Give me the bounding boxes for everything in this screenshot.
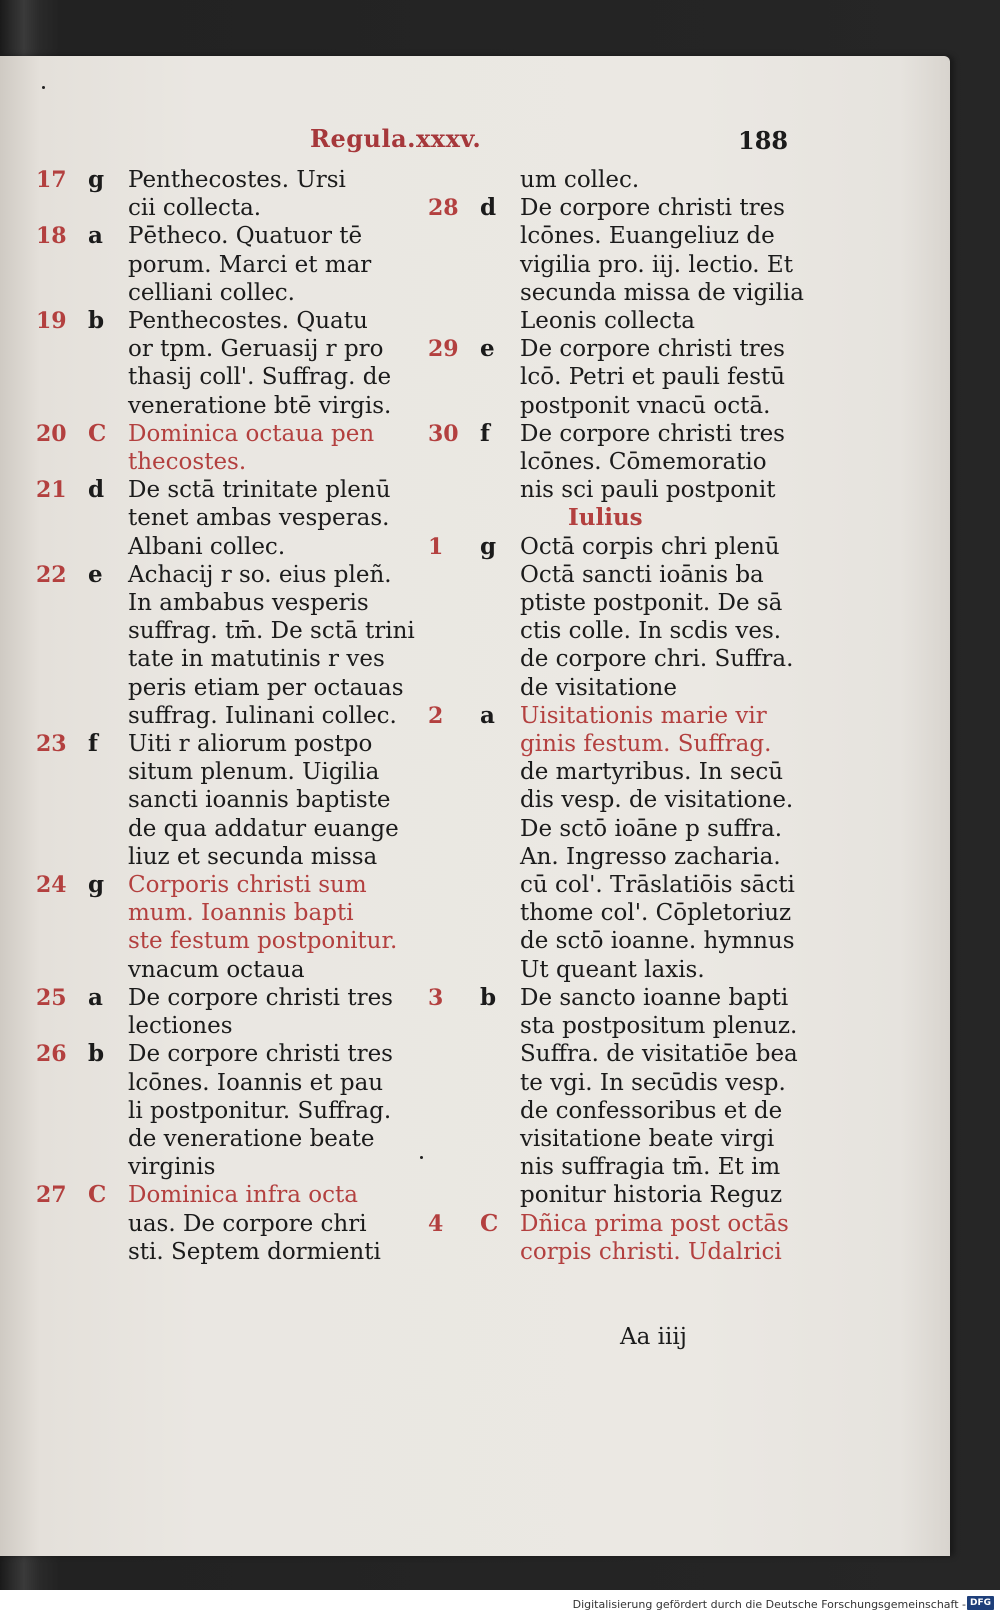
text-line: tate in matutinis r ves <box>128 646 385 673</box>
right-column <box>428 166 804 1266</box>
text-line: In ambabus vesperis <box>128 590 369 617</box>
text-line: Penthecostes. Ursi <box>128 167 346 193</box>
text-line: lcō. Petri et pauli festū <box>520 364 786 391</box>
text-line: De corpore christi tres <box>520 195 785 222</box>
day-number: 21 <box>36 477 67 504</box>
calendar-entry <box>36 222 406 307</box>
text-line: de confessoribus et de <box>520 1097 783 1124</box>
text-line: peris etiam per octauas <box>128 674 404 701</box>
footer-credit: Digitalisierung gefördert durch die Deutsche Forschungsgemeinschaft - <box>572 1598 966 1611</box>
dominical-letter: d <box>480 194 497 222</box>
text-line: veneratione btē virgis. <box>128 392 392 419</box>
day-number: 28 <box>428 195 459 222</box>
calendar-entry <box>36 984 406 1040</box>
running-head: Regula.xxxv. <box>310 124 482 153</box>
text-line: vnacum octaua <box>128 956 305 983</box>
text-line: thecostes. <box>128 449 247 476</box>
text-line: or tpm. Geruasij r pro <box>128 336 384 363</box>
dominical-letter: a <box>88 222 103 250</box>
dominical-letter: f <box>480 419 490 447</box>
text-line: suffrag. tm̄. De sctā trini <box>128 618 415 645</box>
text-line: uas. De corpore chri <box>128 1210 367 1237</box>
day-number: 22 <box>36 561 67 588</box>
text-line: sti. Septem dormienti <box>128 1238 381 1265</box>
left-column <box>36 166 415 1266</box>
calendar-entry <box>36 1040 406 1181</box>
text-line: De corpore christi tres <box>520 420 785 447</box>
text-line: lcōnes. Cōmemoratio <box>520 449 767 476</box>
calendar-entry <box>428 335 788 420</box>
calendar-entry <box>36 560 415 730</box>
text-line: tenet ambas vesperas. <box>128 505 390 532</box>
text-line: corpis christi. Udalrici <box>520 1238 782 1265</box>
calendar-entry <box>428 1210 788 1266</box>
text-line: Suffra. de visitatiōe bea <box>520 1041 798 1068</box>
text-line: Achacij r so. eius pleñ. <box>128 561 392 588</box>
text-line: Albani collec. <box>128 533 286 560</box>
calendar-entry <box>36 420 406 476</box>
text-line: sta postpositum plenuz. <box>520 1013 798 1040</box>
text-line: Penthecostes. Quatu <box>128 308 368 335</box>
calendar-entry <box>36 166 406 222</box>
signature-mark: Aa iiij <box>620 1324 687 1350</box>
text-line: virginis <box>128 1154 216 1181</box>
margin-speck <box>420 1156 423 1159</box>
text-line: suffrag. Iulinani collec. <box>128 702 397 729</box>
text-line: Leonis collecta <box>520 308 695 335</box>
text-line: sancti ioannis baptiste <box>128 787 391 814</box>
dominical-letter: e <box>480 335 495 363</box>
calendar-entry <box>36 871 406 984</box>
dominical-letter: g <box>480 532 497 560</box>
text-line: de corpore chri. Suffra. <box>520 646 794 673</box>
text-line: De corpore christi tres <box>520 336 785 363</box>
dominical-letter: g <box>88 166 105 193</box>
footer-bar <box>0 1590 1000 1620</box>
calendar-entry <box>428 532 794 702</box>
day-number: 2 <box>428 702 444 729</box>
text-line: cii collecta. <box>128 195 262 222</box>
text-line: Uisitationis marie vir <box>520 702 767 729</box>
text-line: Octā corpis chri plenū <box>520 533 780 560</box>
text-line: lectiones <box>128 1013 233 1040</box>
text-line: de martyribus. In secū <box>520 759 784 786</box>
text-line: thasij coll'. Suffrag. de <box>128 364 392 391</box>
calendar-entry <box>428 194 804 335</box>
text-line: lcōnes. Euangeliuz de <box>520 223 775 250</box>
text-line: De corpore christi tres <box>128 1041 393 1068</box>
text-line: Corporis christi sum <box>128 872 367 899</box>
text-line: De sctā trinitate plenū <box>128 477 391 504</box>
day-number: 3 <box>428 984 444 1011</box>
dominical-letter: f <box>88 730 98 758</box>
dominical-letter: g <box>88 871 105 899</box>
dominical-letter: a <box>480 701 495 729</box>
text-line: ponitur historia Reguz <box>520 1182 783 1209</box>
text-line: thome col'. Cōpletoriuz <box>520 900 792 927</box>
day-number: 25 <box>36 984 67 1011</box>
dominical-letter: d <box>88 476 105 504</box>
text-line: Pētheco. Quatuor tē <box>128 223 363 250</box>
book-page <box>0 56 950 1556</box>
text-line: De sctō ioāne p suffra. <box>520 815 783 842</box>
text-line: cū col'. Trāslatiōis sācti <box>520 872 795 899</box>
text-line: secunda missa de vigilia <box>520 279 804 306</box>
text-line: situm plenum. Uigilia <box>128 759 380 786</box>
calendar-entry <box>36 1181 406 1266</box>
calendar-entry <box>36 476 406 561</box>
month-heading: Iulius <box>568 504 643 532</box>
text-line: liuz et secunda missa <box>128 843 378 870</box>
text-line: Octā sancti ioānis ba <box>520 561 764 588</box>
calendar-entry <box>428 983 798 1210</box>
calendar-entry <box>428 166 788 194</box>
day-number: 17 <box>36 167 67 193</box>
text-line: nis sci pauli postponit <box>520 477 776 504</box>
day-number: 19 <box>36 308 67 335</box>
day-number: 4 <box>428 1210 444 1237</box>
calendar-entry <box>36 307 406 420</box>
text-line: mum. Ioannis bapti <box>128 900 354 927</box>
dominical-letter: C <box>88 419 107 447</box>
text-line: ginis festum. Suffrag. <box>520 731 772 758</box>
text-line: li postponitur. Suffrag. <box>128 1097 392 1124</box>
day-number: 20 <box>36 420 67 447</box>
calendar-entry <box>428 420 788 505</box>
text-line: nis suffragia tm̄. Et im <box>520 1154 781 1181</box>
text-line: Uiti r aliorum postpo <box>128 731 373 758</box>
dominical-letter: C <box>480 1209 499 1237</box>
text-line: postponit vnacū octā. <box>520 392 771 419</box>
text-line: An. Ingresso zacharia. <box>520 843 781 870</box>
text-line: porum. Marci et mar <box>128 251 372 278</box>
day-number: 18 <box>36 223 67 250</box>
day-number: 26 <box>36 1041 67 1068</box>
calendar-entry <box>36 730 406 871</box>
day-number: 24 <box>36 872 67 899</box>
text-line: Dominica octaua pen <box>128 420 375 447</box>
dominical-letter: a <box>88 983 103 1011</box>
day-number: 29 <box>428 336 459 363</box>
text-line: Dominica infra octa <box>128 1182 358 1209</box>
text-line: um collec. <box>520 167 640 193</box>
dominical-letter: C <box>88 1181 107 1209</box>
text-line: de veneratione beate <box>128 1125 375 1152</box>
day-number: 30 <box>428 420 459 447</box>
text-line: celliani collec. <box>128 279 295 306</box>
day-number: 27 <box>36 1182 67 1209</box>
folio-number: 188 <box>738 126 789 155</box>
text-line: ptiste postponit. De sā <box>520 590 783 617</box>
text-line: ctis colle. In scdis ves. <box>520 618 782 645</box>
dfg-logo-icon: DFG <box>967 1596 994 1610</box>
text-line: te vgi. In secūdis vesp. <box>520 1069 786 1096</box>
dominical-letter: b <box>88 1040 105 1068</box>
dominical-letter: b <box>88 307 105 335</box>
text-line: Ut queant laxis. <box>520 956 705 983</box>
margin-speck <box>42 86 45 89</box>
dominical-letter: b <box>480 983 497 1011</box>
day-number: 23 <box>36 731 67 758</box>
text-line: De sancto ioanne bapti <box>520 984 789 1011</box>
text-line: de visitatione <box>520 674 677 701</box>
text-line: visitatione beate virgi <box>520 1125 775 1152</box>
dominical-letter: e <box>88 560 103 588</box>
text-line: de qua addatur euange <box>128 815 399 842</box>
text-line: lcōnes. Ioannis et pau <box>128 1069 384 1096</box>
text-line: vigilia pro. iij. lectio. Et <box>520 251 793 278</box>
text-line: ste festum postponitur. <box>128 928 398 955</box>
day-number: 1 <box>428 533 444 560</box>
text-line: Dñica prima post octās <box>520 1210 789 1237</box>
text-line: De corpore christi tres <box>128 984 393 1011</box>
text-line: dis vesp. de visitatione. <box>520 787 794 814</box>
calendar-entry <box>428 701 795 984</box>
text-line: de sctō ioanne. hymnus <box>520 928 795 955</box>
